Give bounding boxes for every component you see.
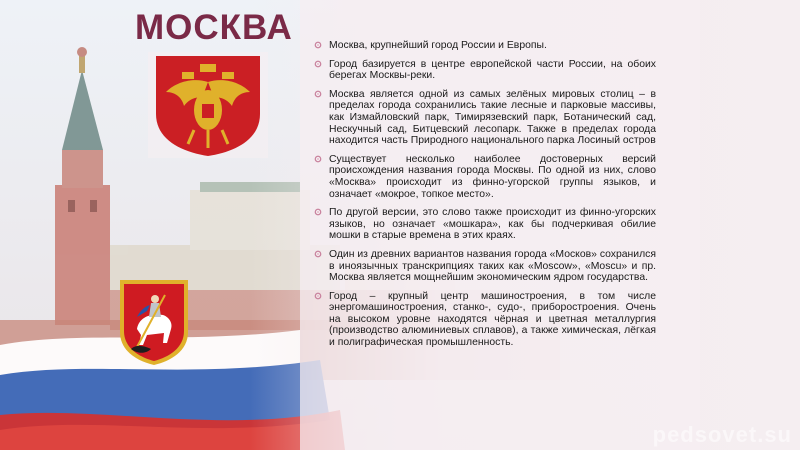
list-item-text: Один из древних вариантов названия города «Москов» сохранился в иноязычных транскрипциях таких как «Moscow», «Moscu» и пр. Москва является мощнейшим экономическим ядром государства. <box>329 248 656 284</box>
list-item <box>314 291 656 349</box>
list-item <box>314 89 656 147</box>
ring-bullet-icon <box>314 155 322 163</box>
bullet-list <box>314 40 656 349</box>
saint-george-icon <box>117 277 191 367</box>
ring-bullet-icon <box>314 208 322 216</box>
ring-bullet-icon <box>314 292 322 300</box>
ring-bullet-icon <box>314 41 322 49</box>
list-item-text: Москва, крупнейший город России и Европы. <box>329 40 547 51</box>
content-panel <box>314 40 656 356</box>
list-item-text: Город базируется в центре европейской части России, на обоих берегах Москвы-реки. <box>329 58 656 82</box>
list-item <box>314 40 656 52</box>
list-item <box>314 154 656 200</box>
list-item-text: Москва является одной из самых зелёных мировых столиц – в пределах города сохранились такие лесные и парковые массивы, как Измайловский парк, Тимирязевский парк, Ботанический сад, Нескучный сад, Битцевский лесопарк. Также в пределах города находится часть Природного национального парка Лосиный остров <box>329 88 656 147</box>
list-item-text: По другой версии, это слово также происходит из финно-угорских языков, но означает «мошкара», как бы подчеркивая обилие мошки в старые времена в этих краях. <box>329 207 656 242</box>
list-item-text: Город – крупный центр машиностроения, в том числе энергомашиностроения, станко-, судо-, приборостроения. Очень на высоком уровне находятся чёрная и цветная металлургия (производство алюминиевых сплавов), а также химическая, лёгкая и полиграфическая промышленность. <box>329 290 656 349</box>
list-item <box>314 207 656 242</box>
watermark: pedsovet.su <box>652 422 792 447</box>
page-title: МОСКВА <box>135 8 293 47</box>
list-item-text: Существует несколько наиболее достоверных версий происхождения названия города Москвы. По одной из них, слово «Москва» происходит из финно-угорской группы языков, и означает «мокрое, топкое место». <box>329 153 656 200</box>
double-headed-eagle-icon <box>148 52 268 158</box>
ring-bullet-icon <box>314 250 322 258</box>
list-item <box>314 59 656 82</box>
ring-bullet-icon <box>314 60 322 68</box>
ring-bullet-icon <box>314 90 322 98</box>
list-item <box>314 249 656 284</box>
